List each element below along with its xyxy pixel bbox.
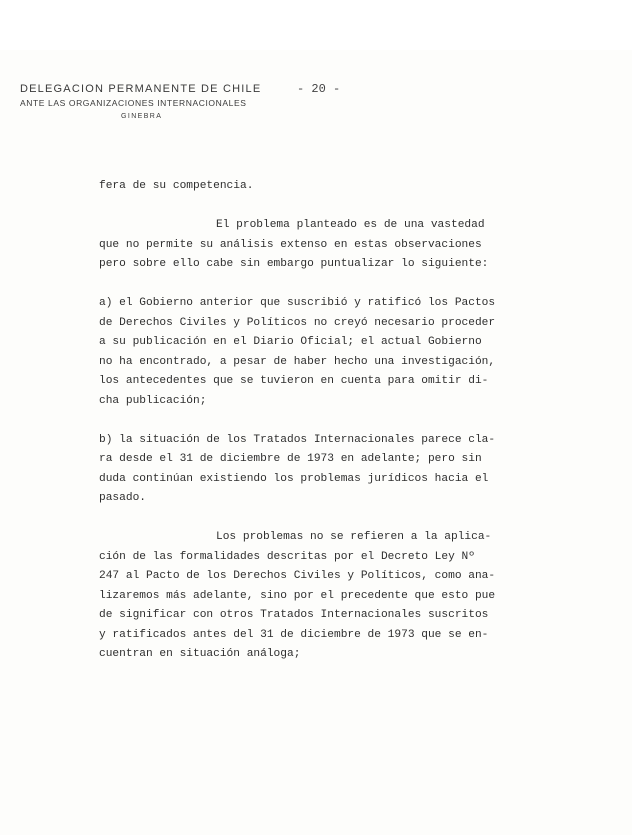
letterhead bbox=[20, 83, 261, 120]
text-line: duda continúan existiendo los problemas jurídicos hacia el bbox=[99, 472, 489, 485]
text-line: b) la situación de los Tratados Internacionales parece cla- bbox=[99, 433, 496, 446]
paragraph-problem-statement bbox=[99, 216, 539, 275]
text-line: cuentran en situación análoga; bbox=[99, 648, 301, 660]
paragraph-continuation bbox=[99, 177, 539, 197]
text-line: cha publicación; bbox=[99, 394, 207, 407]
text-line: 247 al Pacto de los Derechos Civiles y Políticos, como ana- bbox=[99, 570, 496, 582]
paragraph-item-b bbox=[99, 431, 539, 509]
text-line: lizaremos más adelante, sino por el precedente que esto pue bbox=[99, 589, 496, 602]
letterhead-city: GINEBRA bbox=[121, 113, 163, 120]
text-line: de significar con otros Tratados Internacionales suscritos bbox=[99, 609, 489, 621]
text-line: a) el Gobierno anterior que suscribió y ratificó los Pactos bbox=[99, 297, 496, 309]
paragraph-problems-application bbox=[99, 528, 539, 665]
text-line: Los problemas no se refieren a la aplica- bbox=[216, 531, 492, 543]
text-line: pasado. bbox=[99, 492, 146, 504]
text-line: El problema planteado es de una vastedad bbox=[216, 219, 485, 231]
paragraph-item-a bbox=[99, 294, 539, 411]
document-page bbox=[0, 50, 632, 835]
text-line: pero sobre ello cabe sin embargo puntualizar lo siguiente: bbox=[99, 258, 489, 270]
text-line: a su publicación en el Diario Oficial; el actual Gobierno bbox=[99, 336, 482, 348]
text-line: ción de las formalidades descritas por el Decreto Ley Nº bbox=[99, 550, 475, 563]
text-line: no ha encontrado, a pesar de haber hecho una investigación, bbox=[99, 355, 496, 368]
text-line: fera de su competencia. bbox=[99, 180, 254, 192]
text-line: y ratificados antes del 31 de diciembre de 1973 que se en- bbox=[99, 628, 489, 641]
text-line: de Derechos Civiles y Políticos no creyó necesario proceder bbox=[99, 316, 496, 329]
text-line: que no permite su análisis extenso en estas observaciones bbox=[99, 238, 482, 251]
page-number: - 20 - bbox=[297, 82, 341, 96]
text-line: ra desde el 31 de diciembre de 1973 en adelante; pero sin bbox=[99, 453, 482, 465]
body-text bbox=[99, 177, 539, 665]
text-line: los antecedentes que se tuvieron en cuenta para omitir di- bbox=[99, 375, 489, 387]
letterhead-delegation: DELEGACION PERMANENTE DE CHILE bbox=[20, 83, 262, 95]
letterhead-organizations: ANTE LAS ORGANIZACIONES INTERNACIONALES bbox=[20, 98, 247, 108]
